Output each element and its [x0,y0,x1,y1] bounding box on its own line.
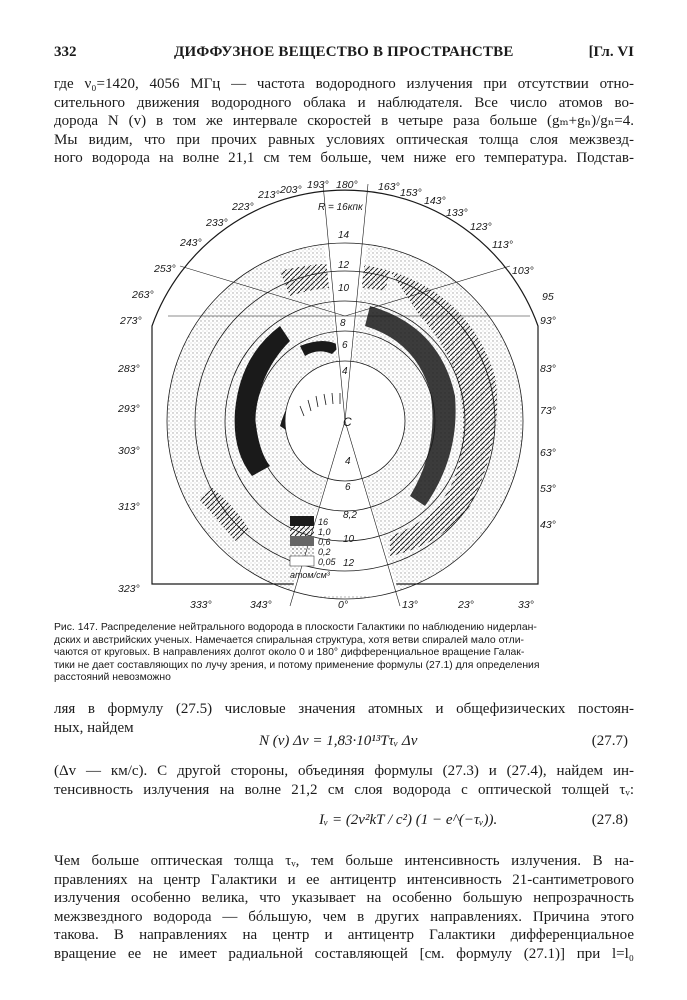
scale-tick: 4 [345,456,351,467]
lon-label: 73° [540,405,556,417]
lon-label: 23° [458,599,474,611]
lon-label: 253° [154,263,176,275]
lon-label: 343° [250,599,272,611]
lon-label: 53° [540,483,556,495]
lon-label: 153° [400,187,422,199]
radius-label: R = 16кпк [318,202,363,213]
lon-label: 33° [518,599,534,611]
density-value: 0,2 [318,547,331,557]
longitude-labels-bottom [190,599,534,611]
lon-label: 323° [118,583,140,595]
text-line: Чем больше оптическая толща τᵥ, тем больше интенсивность излучения. В на- [54,853,634,869]
lon-label: 333° [190,599,212,611]
density-unit: атом/см³ [290,570,330,580]
paragraph-2 [54,700,634,737]
lon-label: 103° [512,265,534,277]
lon-label: 133° [446,207,468,219]
text-line: излучения особенно велика, что указывает на особенно большую непрозрачность [54,890,634,907]
density-value: 0,6 [318,537,331,547]
scale-tick: 8 [340,318,346,329]
page-header [54,44,634,66]
lon-label: 263° [132,289,154,301]
lon-label: 180° [336,179,358,191]
lon-label: 313° [118,501,140,513]
text-line: где ν₀=1420, 4056 МГц — частота водородного излучения при отсутствии отно- [54,76,634,92]
scale-tick: 10 [338,283,350,294]
caption-line: чаются от круговых. В направлениях долгот около 0 и 180° дифференциальное вращение Галак- [54,647,525,659]
text-line: межзвездного водорода — бóльшую, чем в других направлениях. Причина этого [54,908,634,925]
text-line: (Δv — км/с). С другой стороны, объединяя формулы (27.3) и (27.4), найдем ин- [54,763,634,779]
lon-label: 213° [258,189,280,201]
equation-body: N (v) Δv = 1,83·10¹³Tτᵥ Δv [259,733,418,749]
lon-label: 13° [402,599,418,611]
paragraph-3 [54,762,634,799]
lon-label: 43° [540,519,556,531]
lon-label: 283° [118,363,140,375]
lon-label: 0° [338,599,349,611]
lon-label: 143° [424,195,446,207]
center-label: C [343,415,352,429]
lon-label: 273° [120,315,142,327]
scale-tick: 12 [338,260,350,271]
lon-label: 303° [118,445,140,457]
paragraph-4 [54,852,634,964]
lon-label: 293° [118,403,140,415]
text-line: ляя в формулу (27.5) числовые значения атомных и общефизических постоян- [54,701,634,717]
text-line: вращение ее не имеет радиальной составляющей [см. формулу (27.1)] при l=l₀ [54,945,634,962]
lon-label: 163° [378,181,400,193]
equation-body: Iᵥ = (2ν²kT / c²) (1 − e^(−τᵥ)). [319,812,498,828]
scale-tick: 8,2 [343,510,357,521]
chapter-label: [Гл. VI [588,44,634,60]
lon-label: 83° [540,363,556,375]
equation-27-8 [54,812,634,834]
lon-label: 113° [492,239,513,251]
lon-label: 193° [307,179,329,191]
running-title: ДИФФУЗНОЕ ВЕЩЕСТВО В ПРОСТРАНСТВЕ [174,44,514,60]
scale-tick: 6 [345,482,351,493]
text-line: правлениях на центр Галактики и ее антицентр интенсивность 21-сантиметрового [54,871,634,888]
scale-tick: 6 [342,340,348,351]
lon-label: 123° [470,221,492,233]
caption-line: расстояний невозможно [54,672,171,684]
lon-label: 233° [206,217,228,229]
lon-label: 95 [542,291,554,303]
text-line: Мы видим, что при прочих равных условиях оптическая толща слоя межзвезд- [54,131,634,148]
density-value: 1,0 [318,527,331,537]
density-value: 0,05 [318,557,336,567]
density-value: 16 [318,517,329,527]
scale-tick: 10 [343,534,355,545]
lon-label: 93° [540,315,556,327]
paragraph-1 [54,75,634,168]
equation-27-7 [54,733,634,755]
text-line: такова. В направлениях на центр и антицентр Галактики дифференциальное [54,927,634,944]
scale-tick: 12 [343,558,355,569]
text-line: дорода N (v) в том же интервале скоростей в четыре раза больше (gₘ+gₙ)/gₙ=4. [54,113,634,130]
caption-line: дских и австрийских ученых. Намечается спиральная структура, хотя ветви спиралей мало отли- [54,634,524,646]
text-line: сительного движения водородного облака и наблюдателя. Все число атомов во- [54,94,634,111]
caption-line: Рис. 147. Распределение нейтрального водорода в плоскости Галактики по наблюдению нидерлан- [54,622,537,633]
lon-label: 203° [280,184,302,196]
scale-tick: 4 [342,366,348,377]
caption-line: тики не дает составляющих по лучу зрения, и потому применение формулы (27.1) для определения [54,659,540,671]
map-drawing [118,176,560,616]
page-number: 332 [54,44,77,60]
text-line: тенсивность излучения на волне 21,2 см слоя водорода с оптической толщей τᵥ: [54,781,634,798]
scale-tick: 14 [338,230,350,241]
figure-caption [54,622,634,685]
text-line: ных, найдем [54,719,134,736]
equation-number: (27.7) [591,733,628,749]
text-line: ного водорода на волне 21,1 см тем больше, чем ниже его температура. Подстав- [54,150,634,167]
density-legend-swatches [290,516,314,566]
equation-number: (27.8) [591,812,628,828]
galaxy-hydrogen-map [118,176,560,616]
lon-label: 223° [232,201,254,213]
lon-label: 63° [540,447,556,459]
lon-label: 243° [180,237,202,249]
